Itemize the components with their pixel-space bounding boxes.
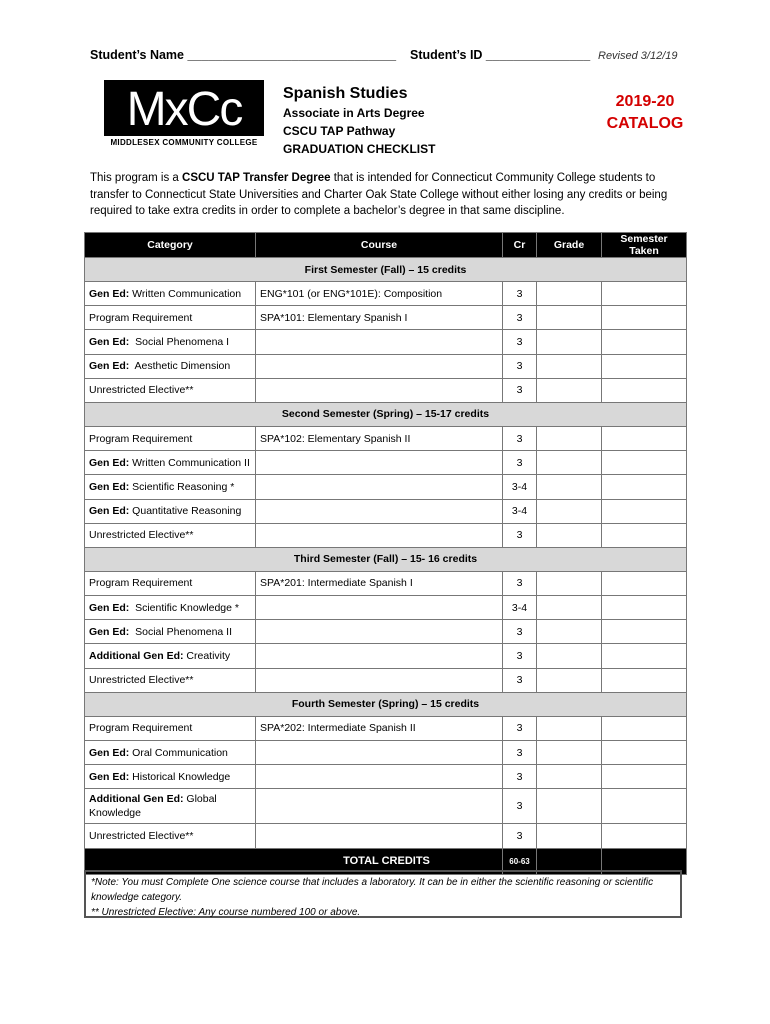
category-prefix: Gen Ed: bbox=[89, 287, 130, 300]
course-row bbox=[85, 378, 687, 402]
category-label: Program Requirement bbox=[89, 722, 193, 735]
course-row bbox=[85, 426, 687, 450]
course-row bbox=[85, 596, 687, 620]
grade-cell[interactable] bbox=[537, 620, 602, 644]
checklist-label: GRADUATION CHECKLIST bbox=[283, 142, 436, 156]
grade-cell[interactable] bbox=[537, 716, 602, 740]
category-prefix: Gen Ed: bbox=[89, 625, 130, 638]
course-cell bbox=[256, 475, 503, 499]
semester-taken-cell[interactable] bbox=[602, 765, 687, 789]
semester-title: Fourth Semester (Spring) – 15 credits bbox=[85, 692, 687, 716]
course-row bbox=[85, 644, 687, 668]
category-cell bbox=[85, 824, 256, 848]
course-cell bbox=[256, 451, 503, 475]
grade-cell[interactable] bbox=[537, 523, 602, 547]
credits-cell: 3 bbox=[503, 378, 537, 402]
semester-taken-cell[interactable] bbox=[602, 789, 687, 824]
category-prefix: Additional Gen Ed: bbox=[89, 793, 184, 806]
col-header-course: Course bbox=[256, 233, 503, 258]
category-label: Written Communication bbox=[129, 287, 242, 300]
course-row bbox=[85, 765, 687, 789]
course-cell bbox=[256, 620, 503, 644]
semester-taken-cell[interactable] bbox=[602, 644, 687, 668]
category-cell bbox=[85, 523, 256, 547]
grade-cell[interactable] bbox=[537, 741, 602, 765]
course-row bbox=[85, 668, 687, 692]
course-cell: SPA*102: Elementary Spanish II bbox=[256, 426, 503, 450]
course-row bbox=[85, 475, 687, 499]
grade-cell[interactable] bbox=[537, 475, 602, 499]
category-label: Unrestricted Elective** bbox=[89, 829, 194, 842]
course-row bbox=[85, 499, 687, 523]
category-prefix: Gen Ed: bbox=[89, 770, 130, 783]
category-label: Scientific Reasoning * bbox=[129, 480, 235, 493]
grade-cell[interactable] bbox=[537, 596, 602, 620]
course-row bbox=[85, 571, 687, 595]
category-label: Program Requirement bbox=[89, 577, 193, 590]
category-label: Oral Communication bbox=[129, 746, 228, 759]
grade-cell[interactable] bbox=[537, 668, 602, 692]
credits-cell: 3-4 bbox=[503, 475, 537, 499]
semester-taken-cell[interactable] bbox=[602, 716, 687, 740]
program-description bbox=[90, 170, 690, 220]
credits-cell: 3 bbox=[503, 716, 537, 740]
total-credits-value: 60-63 bbox=[503, 848, 537, 874]
grade-cell[interactable] bbox=[537, 824, 602, 848]
category-label: Global Knowledge bbox=[89, 793, 220, 820]
grade-cell[interactable] bbox=[537, 330, 602, 354]
course-row bbox=[85, 523, 687, 547]
student-id-field[interactable]: Student’s ID _______________ bbox=[410, 48, 591, 62]
col-header-semester-taken: Semester Taken bbox=[602, 233, 687, 258]
course-cell: SPA*101: Elementary Spanish I bbox=[256, 306, 503, 330]
course-cell bbox=[256, 523, 503, 547]
course-cell bbox=[256, 741, 503, 765]
category-cell bbox=[85, 330, 256, 354]
table-header-row bbox=[85, 233, 687, 258]
semester-taken-cell[interactable] bbox=[602, 306, 687, 330]
footnote-elective: ** Unrestricted Elective: Any course numbered 100 or above. bbox=[91, 907, 361, 918]
category-prefix: Gen Ed: bbox=[89, 456, 130, 469]
credits-cell: 3 bbox=[503, 789, 537, 824]
footnote-science: *Note: You must Complete One science course that includes a laboratory. It can be in either the scientific reasoning or scientific knowledge category. bbox=[91, 877, 654, 903]
credits-cell: 3 bbox=[503, 306, 537, 330]
course-row bbox=[85, 306, 687, 330]
category-label: Written Communication II bbox=[129, 456, 250, 469]
category-cell bbox=[85, 620, 256, 644]
category-cell bbox=[85, 596, 256, 620]
credits-cell: 3 bbox=[503, 330, 537, 354]
grade-cell[interactable] bbox=[537, 789, 602, 824]
category-prefix: Gen Ed: bbox=[89, 480, 130, 493]
grade-cell[interactable] bbox=[537, 644, 602, 668]
category-cell bbox=[85, 668, 256, 692]
course-cell bbox=[256, 596, 503, 620]
pathway-label: CSCU TAP Pathway bbox=[283, 124, 396, 138]
credits-cell: 3 bbox=[503, 824, 537, 848]
category-label: Scientific Knowledge * bbox=[129, 601, 239, 614]
category-cell bbox=[85, 644, 256, 668]
grade-cell[interactable] bbox=[537, 282, 602, 306]
semester-taken-cell[interactable] bbox=[602, 499, 687, 523]
course-cell bbox=[256, 644, 503, 668]
grade-cell[interactable] bbox=[537, 378, 602, 402]
category-prefix: Gen Ed: bbox=[89, 601, 130, 614]
grade-cell[interactable] bbox=[537, 354, 602, 378]
semester-header-row bbox=[85, 692, 687, 716]
col-header-grade: Grade bbox=[537, 233, 602, 258]
semester-taken-cell[interactable] bbox=[602, 523, 687, 547]
category-prefix: Additional Gen Ed: bbox=[89, 650, 184, 663]
category-label: Creativity bbox=[183, 650, 231, 663]
category-label: Program Requirement bbox=[89, 311, 193, 324]
category-cell bbox=[85, 282, 256, 306]
course-cell bbox=[256, 668, 503, 692]
course-cell bbox=[256, 354, 503, 378]
category-cell bbox=[85, 451, 256, 475]
category-cell bbox=[85, 378, 256, 402]
category-label: Historical Knowledge bbox=[129, 770, 231, 783]
category-label: Unrestricted Elective** bbox=[89, 384, 194, 397]
course-cell bbox=[256, 824, 503, 848]
category-cell bbox=[85, 571, 256, 595]
semester-header-row bbox=[85, 402, 687, 426]
category-prefix: Gen Ed: bbox=[89, 505, 130, 518]
grade-cell[interactable] bbox=[537, 571, 602, 595]
semester-header-row bbox=[85, 258, 687, 282]
category-prefix: Gen Ed: bbox=[89, 335, 130, 348]
col-header-category: Category bbox=[85, 233, 256, 258]
category-cell bbox=[85, 354, 256, 378]
category-cell bbox=[85, 475, 256, 499]
category-cell bbox=[85, 306, 256, 330]
course-row bbox=[85, 330, 687, 354]
semester-taken-cell[interactable] bbox=[602, 451, 687, 475]
credits-cell: 3 bbox=[503, 668, 537, 692]
credits-cell: 3 bbox=[503, 451, 537, 475]
logo-mark: MxCc bbox=[126, 83, 242, 136]
logo-college-name: MIDDLESEX COMMUNITY COLLEGE bbox=[104, 136, 264, 150]
semester-taken-cell[interactable] bbox=[602, 824, 687, 848]
grade-cell[interactable] bbox=[537, 426, 602, 450]
category-label: Aesthetic Dimension bbox=[129, 360, 231, 373]
course-cell bbox=[256, 330, 503, 354]
category-label: Social Phenomena II bbox=[129, 625, 232, 638]
category-prefix: Gen Ed: bbox=[89, 360, 130, 373]
catalog-label: CATALOG bbox=[606, 115, 684, 132]
semester-title: First Semester (Fall) – 15 credits bbox=[85, 258, 687, 282]
credits-cell: 3 bbox=[503, 571, 537, 595]
semester-taken-cell[interactable] bbox=[602, 378, 687, 402]
category-label: Social Phenomena I bbox=[129, 335, 230, 348]
course-cell bbox=[256, 765, 503, 789]
category-label: Quantitative Reasoning bbox=[129, 505, 242, 518]
category-cell bbox=[85, 765, 256, 789]
footnotes bbox=[84, 870, 682, 918]
checklist-table bbox=[84, 232, 687, 875]
category-cell bbox=[85, 716, 256, 740]
credits-cell: 3 bbox=[503, 741, 537, 765]
category-prefix: Gen Ed: bbox=[89, 746, 130, 759]
semester-taken-cell[interactable] bbox=[602, 330, 687, 354]
semester-taken-cell[interactable] bbox=[602, 620, 687, 644]
semester-taken-cell[interactable] bbox=[602, 741, 687, 765]
intro-text-start: This program is a bbox=[90, 172, 183, 184]
semester-title: Third Semester (Fall) – 15- 16 credits bbox=[85, 547, 687, 571]
credits-cell: 3 bbox=[503, 620, 537, 644]
credits-cell: 3-4 bbox=[503, 596, 537, 620]
category-cell bbox=[85, 499, 256, 523]
course-row bbox=[85, 451, 687, 475]
semester-taken-cell[interactable] bbox=[602, 475, 687, 499]
semester-taken-cell[interactable] bbox=[602, 282, 687, 306]
course-row bbox=[85, 354, 687, 378]
col-header-credits: Cr bbox=[503, 233, 537, 258]
credits-cell: 3 bbox=[503, 765, 537, 789]
course-cell bbox=[256, 789, 503, 824]
semester-taken-cell[interactable] bbox=[602, 596, 687, 620]
category-label: Program Requirement bbox=[89, 432, 193, 445]
course-row bbox=[85, 824, 687, 848]
category-label: Unrestricted Elective** bbox=[89, 674, 194, 687]
credits-cell: 3 bbox=[503, 282, 537, 306]
course-row bbox=[85, 716, 687, 740]
semester-taken-cell[interactable] bbox=[602, 354, 687, 378]
course-row bbox=[85, 282, 687, 306]
credits-cell: 3 bbox=[503, 644, 537, 668]
semester-taken-cell[interactable] bbox=[602, 668, 687, 692]
student-name-field[interactable]: Student’s Name ______________________________ bbox=[90, 48, 397, 62]
intro-degree-name: CSCU TAP Transfer Degree bbox=[182, 172, 331, 184]
category-cell bbox=[85, 789, 256, 824]
course-row bbox=[85, 741, 687, 765]
college-logo bbox=[104, 80, 264, 150]
course-cell bbox=[256, 499, 503, 523]
semester-title: Second Semester (Spring) – 15-17 credits bbox=[85, 402, 687, 426]
catalog-year: 2019-20 bbox=[615, 93, 675, 110]
credits-cell: 3 bbox=[503, 523, 537, 547]
course-cell: SPA*202: Intermediate Spanish II bbox=[256, 716, 503, 740]
category-cell bbox=[85, 426, 256, 450]
revised-date: Revised 3/12/19 bbox=[598, 50, 678, 62]
semester-taken-cell[interactable] bbox=[602, 571, 687, 595]
course-row bbox=[85, 789, 687, 824]
category-label: Unrestricted Elective** bbox=[89, 529, 194, 542]
semester-header-row bbox=[85, 547, 687, 571]
total-credits-label: TOTAL CREDITS bbox=[85, 848, 503, 874]
semester-taken-cell[interactable] bbox=[602, 426, 687, 450]
category-cell bbox=[85, 741, 256, 765]
grade-cell[interactable] bbox=[537, 306, 602, 330]
intro-text-end: that is intended for Connecticut Community College students to transfer to Connecticut State Universities and Charter Oak State College without either losing any credits or being required to take extra credits in order to complete a bachelor’s degree in that same discipline. bbox=[90, 172, 668, 217]
degree-type: Associate in Arts Degree bbox=[283, 106, 425, 120]
grade-cell[interactable] bbox=[537, 451, 602, 475]
course-cell: ENG*101 (or ENG*101E): Composition bbox=[256, 282, 503, 306]
credits-cell: 3-4 bbox=[503, 499, 537, 523]
credits-cell: 3 bbox=[503, 426, 537, 450]
course-cell: SPA*201: Intermediate Spanish I bbox=[256, 571, 503, 595]
course-row bbox=[85, 620, 687, 644]
credits-cell: 3 bbox=[503, 354, 537, 378]
grade-cell[interactable] bbox=[537, 499, 602, 523]
course-cell bbox=[256, 378, 503, 402]
grade-cell[interactable] bbox=[537, 765, 602, 789]
program-title: Spanish Studies bbox=[283, 85, 408, 102]
